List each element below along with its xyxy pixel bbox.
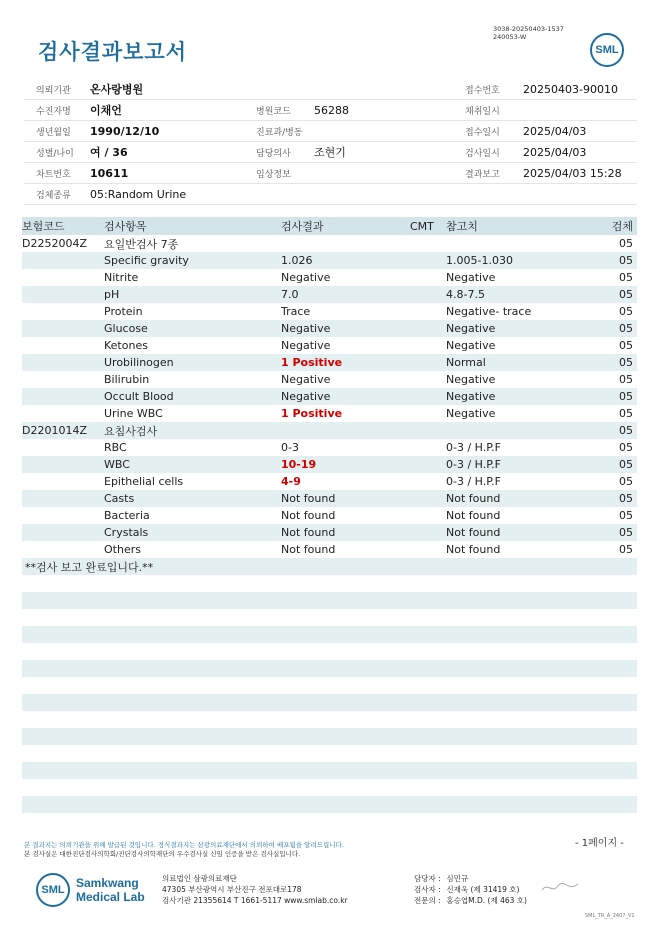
table-row <box>22 269 637 286</box>
info-row <box>24 100 637 121</box>
note-line-1: 본 결과지는 의뢰기관을 위해 발급된 것입니다. 정식결과지는 삼광의료재단에서 의뢰하여 배포됨을 알려드립니다. <box>24 841 344 849</box>
cell-spec: 05 <box>619 254 633 267</box>
info-row <box>24 163 637 184</box>
info-value: 20250403-90010 <box>523 82 618 96</box>
info-value: 2025/04/03 <box>523 145 587 159</box>
empty-row <box>22 694 637 711</box>
table-row <box>22 286 637 303</box>
cell-code: D2252004Z <box>22 237 87 250</box>
info-label: 접수일시 <box>465 127 500 138</box>
cell-result: Not found <box>281 543 336 556</box>
cell-result: Negative <box>281 373 331 386</box>
staff-1-label: 담당자 : <box>414 874 441 883</box>
info-value: 온사랑병원 <box>90 83 144 96</box>
table-row <box>22 371 637 388</box>
address-line-3: 검사기관 21355614 T 1661-5117 www.smlab.co.kr <box>162 896 348 905</box>
staff-1-value: 심민규 <box>446 874 469 883</box>
cell-result: Negative <box>281 339 331 352</box>
cell-spec: 05 <box>619 288 633 301</box>
info-label: 임상정보 <box>256 169 291 180</box>
cell-result: Not found <box>281 492 336 505</box>
info-value: 56288 <box>314 103 349 117</box>
page-title: 검사결과보고서 <box>38 40 188 64</box>
cell-ref: Negative <box>446 390 496 403</box>
cell-result: 1 Positive <box>281 356 343 369</box>
footer-brand <box>76 876 145 904</box>
header-specimen: 검체 <box>611 220 633 233</box>
staff-2-label: 검사자 : <box>414 885 441 894</box>
cell-item: Protein <box>104 305 143 318</box>
header-item: 검사항목 <box>104 220 147 233</box>
cell-spec: 05 <box>619 492 633 505</box>
cell-item: Bilirubin <box>104 373 150 386</box>
empty-row <box>22 728 637 745</box>
cell-result: Not found <box>281 509 336 522</box>
cell-spec: 05 <box>619 543 633 556</box>
cell-item: WBC <box>104 458 130 471</box>
table-row <box>22 354 637 371</box>
info-label: 검사일시 <box>465 148 500 159</box>
empty-row <box>22 779 637 796</box>
end-note: **검사 보고 완료입니다.** <box>25 560 154 574</box>
table-row <box>22 422 637 439</box>
cell-ref: 0-3 / H.P.F <box>446 441 501 454</box>
cell-ref: Negative <box>446 339 496 352</box>
cell-spec: 05 <box>619 407 633 420</box>
table-body <box>22 235 637 830</box>
cell-item: Others <box>104 543 141 556</box>
table-row <box>22 456 637 473</box>
cell-ref: 0-3 / H.P.F <box>446 458 501 471</box>
cell-result: 10-19 <box>281 458 317 471</box>
info-value: 2025/04/03 15:28 <box>523 166 622 180</box>
document-code <box>493 25 564 41</box>
table-row <box>22 524 637 541</box>
cell-result: 1.026 <box>281 254 313 267</box>
cell-result: Negative <box>281 271 331 284</box>
cell-item: Urine WBC <box>104 407 163 420</box>
info-label: 생년월일 <box>36 127 71 138</box>
info-value: 05:Random Urine <box>90 187 187 201</box>
cell-ref: Not found <box>446 492 501 505</box>
header-cmt: CMT <box>410 219 434 233</box>
info-value: 이채언 <box>90 104 122 117</box>
info-value: 2025/04/03 <box>523 124 587 138</box>
document-code-line-2: 240053-W <box>493 33 527 41</box>
table-row <box>22 303 637 320</box>
info-value: 10611 <box>90 166 129 180</box>
info-value: 조현기 <box>314 146 346 159</box>
empty-row <box>22 711 637 728</box>
cell-ref: Negative <box>446 271 496 284</box>
cell-ref: 4.8-7.5 <box>446 288 485 301</box>
cell-ref: Not found <box>446 526 501 539</box>
cell-result: Negative <box>281 322 331 335</box>
cell-item: pH <box>104 288 120 301</box>
cell-item: Bacteria <box>104 509 150 522</box>
footer-logo <box>36 873 145 907</box>
cell-ref: Negative- trace <box>446 305 532 318</box>
info-label: 담당의사 <box>256 148 291 159</box>
cell-spec: 05 <box>619 339 633 352</box>
cell-result: 0-3 <box>281 441 299 454</box>
cell-spec: 05 <box>619 441 633 454</box>
cell-result: Negative <box>281 390 331 403</box>
empty-row <box>22 626 637 643</box>
signature <box>540 880 580 897</box>
cell-spec: 05 <box>619 305 633 318</box>
header-result: 검사결과 <box>281 220 324 233</box>
cell-spec: 05 <box>619 475 633 488</box>
cell-item: Epithelial cells <box>104 475 184 488</box>
table-row <box>22 388 637 405</box>
cell-spec: 05 <box>619 373 633 386</box>
brand-line-1: Samkwang <box>76 876 139 890</box>
info-row <box>24 79 637 100</box>
table-row <box>22 473 637 490</box>
staff-3-label: 전문의 : <box>414 896 441 905</box>
cell-item: Occult Blood <box>104 390 174 403</box>
end-note-row <box>22 558 637 575</box>
empty-row <box>22 796 637 813</box>
cell-ref: Normal <box>446 356 486 369</box>
cell-ref: Not found <box>446 543 501 556</box>
cell-ref: 0-3 / H.P.F <box>446 475 501 488</box>
cell-result: 7.0 <box>281 288 299 301</box>
cell-result: Not found <box>281 526 336 539</box>
note-line-2: 본 검사실은 대한진단검사의학회/진단검사의학재단의 우수검사실 신임 인증을 받은 검사실입니다. <box>24 850 301 858</box>
info-label: 진료과/병동 <box>256 127 303 138</box>
table-row <box>22 337 637 354</box>
table-row <box>22 507 637 524</box>
staff-3-value: 홍승엽M.D. (제 463 호) <box>446 896 527 905</box>
table-row <box>22 235 637 252</box>
address-line-2: 47305 부산광역시 부산진구 전포대로178 <box>162 885 302 894</box>
info-label: 차트번호 <box>36 169 71 180</box>
cell-item: Ketones <box>104 339 148 352</box>
cell-item: Specific gravity <box>104 254 189 267</box>
info-label: 수진자명 <box>36 106 71 117</box>
table-row <box>22 490 637 507</box>
cell-item: Crystals <box>104 526 149 539</box>
cell-result: 4-9 <box>281 475 301 488</box>
empty-row <box>22 609 637 626</box>
patient-info-panel <box>24 79 637 205</box>
cell-ref: Not found <box>446 509 501 522</box>
results-table <box>22 217 637 830</box>
footer-staff <box>414 873 527 906</box>
cell-spec: 05 <box>619 356 633 369</box>
address-line-1: 의료법인 삼광의료재단 <box>162 874 237 883</box>
empty-row <box>22 643 637 660</box>
cell-item: RBC <box>104 441 127 454</box>
info-label: 채취일시 <box>465 106 500 117</box>
info-row <box>24 121 637 142</box>
brand-line-2: Medical Lab <box>76 890 145 904</box>
header-code: 보험코드 <box>22 220 65 233</box>
sml-logo: SML <box>590 33 624 67</box>
table-row <box>22 405 637 422</box>
info-label: 결과보고 <box>465 169 500 180</box>
empty-row <box>22 813 637 830</box>
info-row <box>24 142 637 163</box>
info-value: 1990/12/10 <box>90 124 160 138</box>
cell-ref: 1.005-1.030 <box>446 254 513 267</box>
empty-row <box>22 745 637 762</box>
staff-2-value: 신재욱 (제 31419 호) <box>446 885 520 894</box>
table-header <box>22 217 637 235</box>
cell-result: Trace <box>281 305 311 318</box>
cell-spec: 05 <box>619 237 633 250</box>
table-row <box>22 439 637 456</box>
info-label: 성별/나이 <box>36 148 74 159</box>
cell-item: 요침사검사 <box>104 424 158 438</box>
cell-spec: 05 <box>619 458 633 471</box>
empty-row <box>22 575 637 592</box>
cell-spec: 05 <box>619 322 633 335</box>
empty-row <box>22 660 637 677</box>
table-row <box>22 252 637 269</box>
cell-result: 1 Positive <box>281 407 343 420</box>
cell-item: Glucose <box>104 322 148 335</box>
cell-spec: 05 <box>619 390 633 403</box>
cell-spec: 05 <box>619 271 633 284</box>
form-id: SML_TR_A_2407_V1 <box>585 913 635 919</box>
header-reference: 참고치 <box>446 220 478 233</box>
notes <box>24 841 344 859</box>
empty-row <box>22 592 637 609</box>
cell-ref: Negative <box>446 407 496 420</box>
info-label: 접수번호 <box>465 85 500 96</box>
info-row <box>24 184 637 205</box>
empty-row <box>22 762 637 779</box>
cell-code: D2201014Z <box>22 424 87 437</box>
info-label: 병원코드 <box>256 106 291 117</box>
cell-spec: 05 <box>619 424 633 437</box>
cell-item: 요일반검사 7종 <box>104 237 179 251</box>
signature-scribble <box>540 880 580 894</box>
cell-item: Urobilinogen <box>104 356 174 369</box>
info-value: 여 / 36 <box>90 146 128 159</box>
cell-ref: Negative <box>446 373 496 386</box>
footer-address <box>162 873 348 906</box>
cell-item: Nitrite <box>104 271 139 284</box>
document-code-line-1: 3038-20250403-1537 <box>493 25 564 33</box>
footer-logo-badge: SML <box>36 873 70 907</box>
empty-row <box>22 677 637 694</box>
info-label: 의뢰기관 <box>36 85 71 96</box>
cell-spec: 05 <box>619 509 633 522</box>
cell-spec: 05 <box>619 526 633 539</box>
table-row <box>22 541 637 558</box>
page-number: - 1페이지 - <box>575 838 624 849</box>
cell-item: Casts <box>104 492 135 505</box>
cell-ref: Negative <box>446 322 496 335</box>
info-label: 검체종류 <box>36 190 71 201</box>
table-row <box>22 320 637 337</box>
